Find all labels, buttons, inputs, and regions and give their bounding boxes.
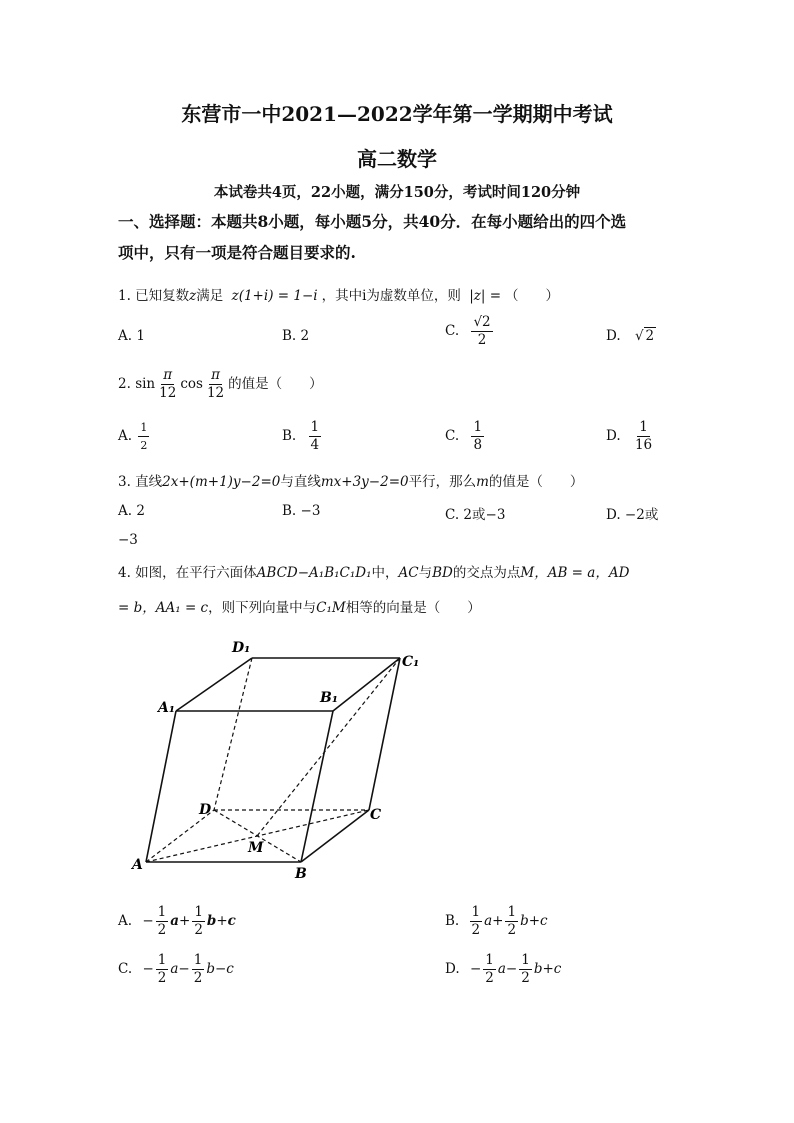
q2-option-c-fraction [471,419,484,454]
figure-solid-edges [146,658,400,862]
q1-option-d-label: D. [606,328,621,344]
q2-option-b-fraction [309,419,322,454]
vertex-label-b: B [295,866,307,882]
q4-c-den-2: 2 [193,970,203,986]
q4-option-c-frac-1 [156,952,169,987]
question-1 [118,284,559,304]
q2-pi-1: π [163,367,173,383]
q4-d-num-2: 1 [521,952,530,968]
q1-mid1: 满足 [196,288,224,304]
q2-option-a [118,419,151,454]
q1-option-a: A. 1 [118,328,145,344]
parallelepiped-figure [120,628,440,884]
q4-a-num-2: 1 [194,904,203,920]
q4-c-num-1: 1 [157,952,167,968]
q4-aa1-eq: AA₁ = c [155,600,209,616]
edge-a1-d1 [176,658,252,711]
q4-ac: AC [398,565,419,581]
q2-option-b [282,419,323,454]
q3-mid: 与直线 [280,474,321,490]
exam-subtitle: 高二数学 [357,147,437,171]
q4-b-den-1: 2 [471,922,481,938]
q3-mid2: 平行，那么 [408,474,477,490]
q1-option-d [606,328,656,344]
q2-option-c-num: 1 [473,419,483,435]
edge-b1-b [301,711,333,862]
q2-pi-2: π [211,367,220,383]
q4-option-b: B. $\frac{1}{2}$ a+ $\frac{1}{2}$ b+c [445,904,548,938]
edge-c1-c [369,658,400,810]
q4-line2-end: 相等的向量是（ ） [345,600,481,616]
vertex-label-d: D [199,802,212,818]
q1-option-c [445,314,495,349]
question-2 [118,367,323,402]
question-3 [118,470,583,490]
q1-option-d-value: 2 [645,328,655,344]
q2-option-a-label: A. [118,428,133,444]
vertex-label-a1: A₁ [158,700,175,716]
q4-line2-start: = b， [118,600,156,616]
q4-a-den-1: 2 [157,922,167,938]
q4-ab-eq: ，AB = a，AD [534,565,630,581]
vertex-label-m: M [248,840,264,856]
vertex-label-c1: C₁ [402,654,420,670]
q1-z: z [189,288,197,304]
q4-d-den-1: 2 [485,970,494,986]
q1-option-c-den: 2 [477,332,487,348]
q4-b-den-2: 2 [507,922,517,938]
q2-option-c-den: 8 [473,437,483,453]
q4-option-a-label: A. [118,913,133,929]
q4-option-d-label: D. [445,961,460,977]
q4-line2-mid: ，则下列向量中与 [208,600,317,616]
q2-option-d-fraction [633,419,654,454]
q3-option-c: C. 2或−3 [445,507,506,523]
q2-option-d [606,419,656,454]
q1-mid2: ，其中 [321,288,363,304]
edge-b-c [301,810,369,862]
q4-option-b-frac-1 [470,904,483,939]
q2-option-c [445,419,486,454]
q4-mid1: 中， [371,565,399,581]
q2-option-a-fraction [138,419,149,454]
q2-option-d-label: D. [606,428,621,444]
vertex-label-d1: D₁ [232,640,251,656]
q2-option-b-label: B. [282,428,297,444]
q4-option-d-frac-1 [483,952,496,987]
q4-d-den-2: 2 [521,970,530,986]
q4-mid2: 与 [418,565,433,581]
q4-option-d-frac-2 [519,952,532,987]
q4-bd: BD [432,565,453,581]
vertex-label-a: A [132,857,143,873]
q1-i: i [362,288,367,304]
vertex-label-c: C [370,807,382,823]
q4-option-c: C. − $\frac{1}{2}$ a− $\frac{1}{2}$ b−c [118,952,234,986]
q1-mid3: 为虚数单位，则 [366,288,461,304]
q2-option-d-den: 16 [634,437,653,453]
q1-equation: z(1+i) = 1−i [231,288,318,304]
q1-option-b: B. 2 [282,328,310,344]
q1-abs: |z| = [469,288,502,304]
q2-fraction-1 [157,367,178,402]
question-4-line2 [118,596,481,616]
q4-m: M [520,565,535,581]
q3-option-a: A. 2 [118,503,145,519]
q1-option-c-num: √2 [473,314,491,330]
q4-d-num-1: 1 [485,952,494,968]
q4-prefix: 4. 如图，在平行六面体 [118,565,257,581]
q1-blank: （ ） [505,288,560,304]
q2-option-a-num: 1 [138,419,149,437]
q4-c-den-1: 2 [157,970,167,986]
q2-prefix: 2. [118,376,131,392]
q4-option-c-frac-2 [192,952,205,987]
q1-option-c-fraction [471,314,492,349]
q4-c-num-2: 1 [193,952,203,968]
section-heading-line1: 一、选择题：本题共8小题，每小题5分，共40分．在每小题给出的四个选 [118,212,627,231]
q3-m: m [476,474,489,490]
q2-twelve-2: 12 [206,385,225,401]
q4-solid: ABCD−A₁B₁C₁D₁ [256,565,372,581]
q4-a-num-1: 1 [157,904,167,920]
q2-option-a-den: 2 [140,439,148,452]
q1-prefix: 1. 已知复数 [118,288,190,304]
q3-line-b: mx+3y−2=0 [320,474,409,490]
edge-a1-a [146,711,176,862]
q2-sin: sin [135,376,156,392]
question-4-line1 [118,561,629,581]
q4-option-b-label: B. [445,913,460,929]
q4-option-a-frac-1 [156,904,169,939]
q3-suffix: 的值是（ ） [488,474,584,490]
q2-twelve-1: 12 [159,385,177,401]
q4-option-c-label: C. [118,961,133,977]
q3-line-a: 2x+(m+1)y−2=0 [162,474,281,490]
q1-option-c-label: C. [445,323,460,339]
edge-b1-c1 [333,658,400,711]
q2-option-b-num: 1 [310,419,320,435]
q3-prefix: 3. 直线 [118,474,163,490]
q4-option-b-frac-2 [505,904,518,939]
q2-fraction-2 [205,367,226,402]
section-heading-line2: 项中，只有一项是符合题目要求的. [118,243,356,262]
q3-option-d: D. −2或 [606,507,659,523]
q4-option-a: A. − $\frac{1}{2}$ a+ $\frac{1}{2}$ b+c [118,904,236,938]
q2-option-d-num: 1 [639,419,648,435]
exam-info: 本试卷共4页，22小题，满分150分，考试时间120分钟 [213,184,581,201]
q2-suffix: 的值是（ ） [228,376,323,392]
q4-c1m: C₁M [316,600,346,616]
q2-cos: cos [180,376,203,392]
q3-option-b: B. −3 [282,503,321,519]
q4-b-num-2: 1 [507,904,517,920]
q1-option-d-sqrt: √ 2 [634,328,655,344]
q2-option-c-label: C. [445,428,460,444]
q4-option-d: D. − $\frac{1}{2}$ a− $\frac{1}{2}$ b+c [445,952,562,986]
q4-option-a-frac-2 [192,904,205,939]
q3-option-d-wrap: −3 [118,532,138,548]
q4-a-den-2: 2 [194,922,203,938]
vertex-label-b1: B₁ [320,690,338,706]
q4-mid3: 的交点为点 [452,565,521,581]
exam-title: 东营市一中2021—2022学年第一学期期中考试 [181,102,613,126]
q2-option-b-den: 4 [310,437,320,453]
q4-b-num-1: 1 [471,904,481,920]
